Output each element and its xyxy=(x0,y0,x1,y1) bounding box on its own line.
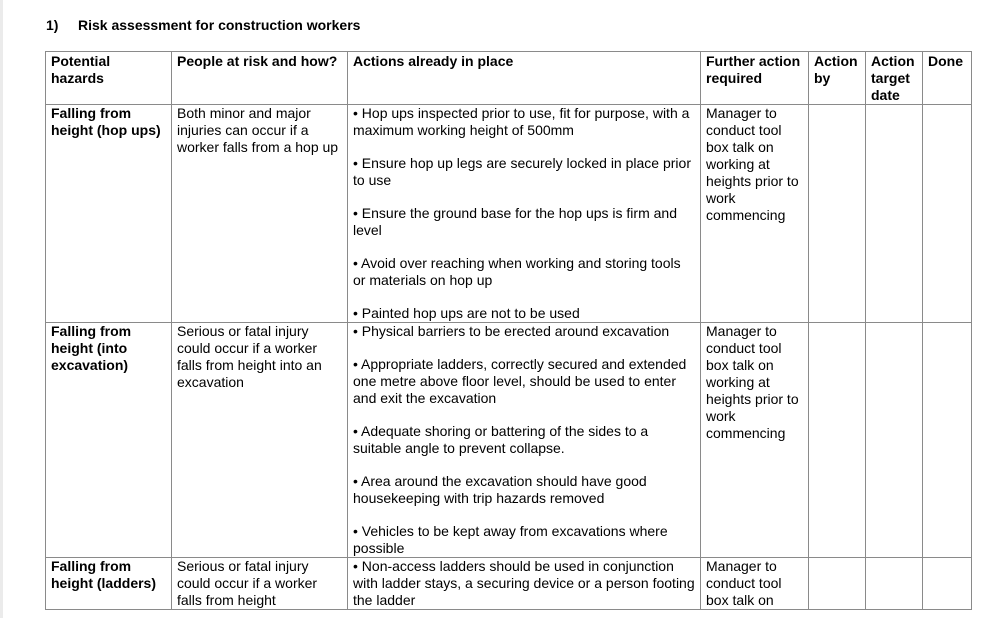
target-date-cell xyxy=(866,323,923,558)
further-action-cell: Manager to conduct tool box talk on working at heights prior to work commencing xyxy=(701,105,809,323)
people-cell: Serious or fatal injury could occur if a worker falls from height into an excavation xyxy=(172,323,348,558)
risk-assessment-table xyxy=(45,51,972,610)
header-potential-hazards: Potential hazards xyxy=(46,52,172,105)
action-item: • Area around the excavation should have good housekeeping with trip hazards removed xyxy=(353,473,647,506)
action-item: • Painted hop ups are not to be used xyxy=(353,305,580,321)
people-cell: Both minor and major injuries can occur if a worker falls from a hop up xyxy=(172,105,348,323)
header-action-by: Action by xyxy=(809,52,866,105)
action-item: • Physical barriers to be erected around excavation xyxy=(353,323,670,339)
header-further-action: Further action required xyxy=(701,52,809,105)
hazard-cell: Falling from height (hop ups) xyxy=(46,105,172,323)
done-cell xyxy=(923,323,972,558)
actions-cell xyxy=(348,558,701,610)
action-item: • Non-access ladders should be used in conjunction with ladder stays, a securing device or a person footing the ladder xyxy=(353,558,695,608)
action-by-cell xyxy=(809,323,866,558)
section-title: Risk assessment for construction workers xyxy=(78,17,361,33)
actions-cell xyxy=(348,105,701,323)
section-heading xyxy=(46,17,360,34)
actions-cell xyxy=(348,323,701,558)
hazard-cell: Falling from height (ladders) xyxy=(46,558,172,610)
header-actions-in-place: Actions already in place xyxy=(348,52,701,105)
table-row xyxy=(46,558,972,610)
people-cell: Serious or fatal injury could occur if a worker falls from height xyxy=(172,558,348,610)
header-people-at-risk: People at risk and how? xyxy=(172,52,348,105)
done-cell xyxy=(923,105,972,323)
action-item: • Ensure hop up legs are securely locked in place prior to use xyxy=(353,155,691,188)
table-row xyxy=(46,105,972,323)
further-action-cell: Manager to conduct tool box talk on working at heights prior to work commencing xyxy=(701,323,809,558)
action-item: • Ensure the ground base for the hop ups is firm and level xyxy=(353,205,677,238)
target-date-cell xyxy=(866,105,923,323)
done-cell xyxy=(923,558,972,610)
section-number: 1) xyxy=(46,17,59,33)
further-action-cell: Manager to conduct tool box talk on xyxy=(701,558,809,610)
action-item: • Adequate shoring or battering of the sides to a suitable angle to prevent collapse. xyxy=(353,423,649,456)
action-by-cell xyxy=(809,105,866,323)
page-edge xyxy=(0,0,3,618)
header-done: Done xyxy=(923,52,972,105)
action-item: • Hop ups inspected prior to use, fit for purpose, with a maximum working height of 500mm xyxy=(353,105,690,138)
header-row xyxy=(46,52,972,105)
target-date-cell xyxy=(866,558,923,610)
action-by-cell xyxy=(809,558,866,610)
header-target-date: Action target date xyxy=(866,52,923,105)
action-item: • Vehicles to be kept away from excavations where possible xyxy=(353,523,668,556)
table-row xyxy=(46,323,972,558)
action-item: • Appropriate ladders, correctly secured and extended one metre above floor level, should be used to enter and exit the excavation xyxy=(353,356,687,406)
hazard-cell: Falling from height (into excavation) xyxy=(46,323,172,558)
action-item: • Avoid over reaching when working and storing tools or materials on hop up xyxy=(353,255,681,288)
